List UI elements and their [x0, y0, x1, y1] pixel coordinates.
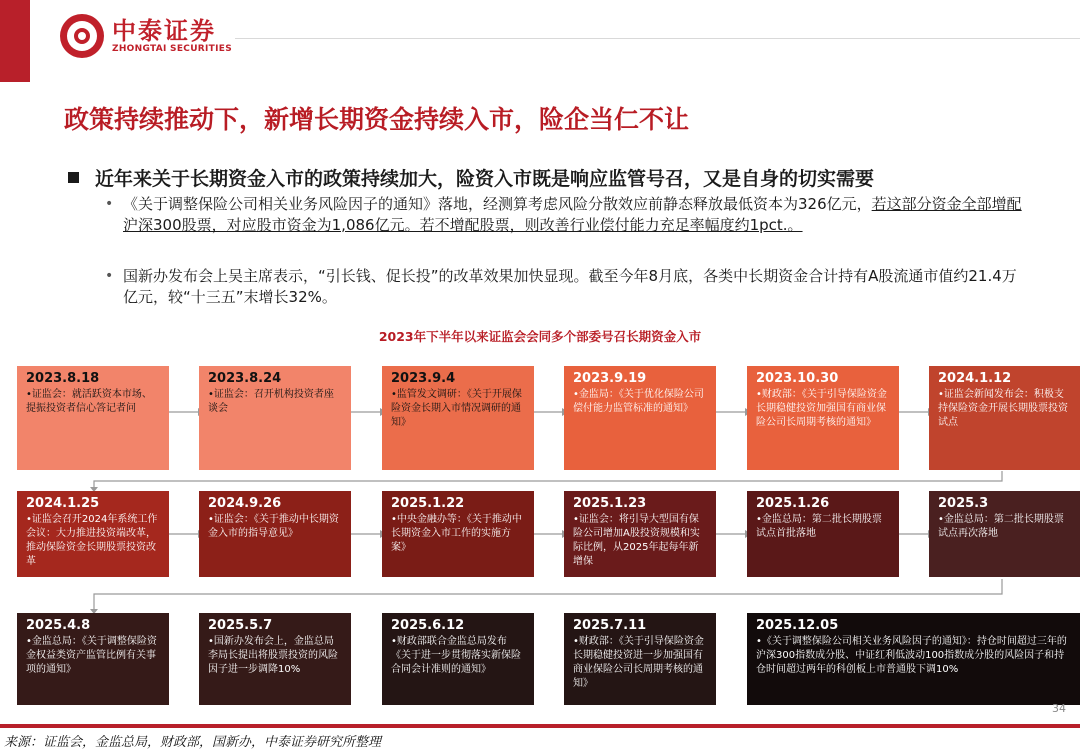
timeline-date: 2025.6.12 [391, 618, 465, 633]
timeline-card [747, 491, 899, 577]
timeline-card [17, 491, 169, 577]
slide-title: 政策持续推动下，新增长期资金持续入市，险企当仁不让 [64, 105, 690, 134]
timeline-date: 2023.9.4 [391, 371, 456, 386]
timeline-text: •中央金融办等：《关于推动中长期资金入市工作的实施方案》 [391, 514, 522, 553]
bullet-dot-icon: • [105, 196, 114, 212]
timeline-date: 2024.1.25 [26, 496, 100, 511]
timeline-text: •证监会：《关于推动中长期资金入市的指导意见》 [208, 514, 339, 539]
timeline-text: •证监会新闻发布会：积极支持保险资金开展长期股票投资试点 [938, 389, 1068, 428]
timeline-date: 2024.9.26 [208, 496, 282, 511]
timeline-date: 2025.1.23 [573, 496, 647, 511]
timeline-date: 2025.12.05 [756, 618, 839, 633]
square-bullet-icon [68, 172, 79, 183]
timeline-card [564, 613, 716, 705]
timeline-date: 2025.5.7 [208, 618, 273, 633]
main-point [68, 164, 1058, 191]
brand-logo [60, 14, 232, 58]
timeline-card [17, 613, 169, 705]
timeline-text: •《关于调整保险公司相关业务风险因子的通知》：持仓时间超过三年的沪深300指数成分股、中证红利低波动100指数成分股的风险因子和持仓时间超过两年的科创板上市普通股下调10% [756, 636, 1067, 675]
timeline-text: •证监会：召开机构投资者座谈会 [208, 389, 334, 414]
timeline-card [929, 491, 1080, 577]
timeline-title: 2023年下半年以来证监会会同多个部委号召长期资金入市 [378, 329, 702, 344]
timeline-text: •金监总局：第二批长期股票试点首批落地 [756, 514, 882, 539]
bullet-1 [105, 194, 1023, 236]
brand-name-en: ZHONGTAI SECURITIES [112, 44, 232, 54]
timeline-date: 2025.1.22 [391, 496, 465, 511]
logo-mark-icon [60, 14, 104, 58]
timeline-text: •财政部：《关于引导保险资金长期稳健投资进一步加强国有商业保险公司长周期考核的通知》 [573, 636, 704, 689]
footer-bar [0, 724, 1080, 728]
timeline-card [929, 366, 1080, 470]
timeline-card [564, 366, 716, 470]
timeline-date: 2023.8.18 [26, 371, 100, 386]
timeline-card [17, 366, 169, 470]
timeline-card [199, 613, 351, 705]
bullet-dot-icon: • [105, 268, 114, 284]
source-note: 来源：证监会，金监总局，财政部，国新办，中泰证券研究所整理 [4, 735, 382, 750]
timeline-card [382, 613, 534, 705]
timeline-date: 2025.1.26 [756, 496, 830, 511]
timeline-text: •金监总局：第二批长期股票试点再次落地 [938, 514, 1064, 539]
header-divider [235, 38, 1080, 39]
timeline-card [199, 366, 351, 470]
timeline-text: •国新办发布会上，金监总局李局长提出将股票投资的风险因子进一步调降10% [208, 636, 338, 675]
timeline-text: •金监总局：《关于调整保险资金权益类资产监管比例有关事项的通知》 [26, 636, 157, 675]
timeline-card [747, 366, 899, 470]
timeline-date: 2023.8.24 [208, 371, 282, 386]
timeline-date: 2023.10.30 [756, 371, 839, 386]
timeline-card [382, 491, 534, 577]
timeline-date: 2024.1.12 [938, 371, 1012, 386]
bullet-2-text: 国新办发布会上吴主席表示，“引长钱、促长投”的改革效果加快显现。截至今年8月底，各类中长期资金合计持有A股流通市值约21.4万亿元，较“十三五”末增长32%。 [123, 267, 1017, 306]
bullet-2 [105, 266, 1023, 308]
timeline-card [382, 366, 534, 470]
timeline-date: 2023.9.19 [573, 371, 647, 386]
timeline-card [199, 491, 351, 577]
timeline-text: •金监局：《关于优化保险公司偿付能力监管标准的通知》 [573, 389, 704, 414]
timeline-text: •财政部：《关于引导保险资金长期稳健投资加强国有商业保险公司长周期考核的通知》 [756, 389, 887, 428]
main-point-text: 近年来关于长期资金入市的政策持续加大，险资入市既是响应监管号召，又是自身的切实需要 [95, 168, 875, 190]
timeline-date: 2025.3 [938, 496, 989, 511]
brand-name-cn: 中泰证券 [112, 17, 216, 45]
timeline-text: •证监会：就活跃资本市场、提振投资者信心答记者问 [26, 389, 152, 414]
bullet-1-part1: 《关于调整保险公司相关业务风险因子的通知》落地，经测算考虑风险分散效应前静态释放最低资本为326亿元， [123, 195, 872, 213]
timeline-date: 2025.4.8 [26, 618, 91, 633]
timeline-text: •监管发文调研：《关于开展保险资金长期入市情况调研的通知》 [391, 389, 522, 428]
timeline-card [564, 491, 716, 577]
timeline-card [747, 613, 1080, 705]
timeline-text: •证监会召开2024年系统工作会议：大力推进投资端改革，推动保险资金长期股票投资改革 [26, 514, 158, 567]
timeline-date: 2025.7.11 [573, 618, 647, 633]
accent-bar [0, 0, 30, 82]
bullet-1-part2: 若这部分资金全部增配沪深300股票，对应股市资金为1,086亿元。若不增配股票，则改善行业偿付能力充足率幅度约1pct.。 [123, 195, 1022, 234]
timeline-text: •财政部联合金监总局发布《关于进一步贯彻落实新保险合同会计准则的通知》 [391, 636, 521, 675]
page-number: 34 [1052, 702, 1066, 715]
timeline-text: •证监会：将引导大型国有保险公司增加A股投资规模和实际比例，从2025年起每年新增保 [573, 514, 700, 567]
